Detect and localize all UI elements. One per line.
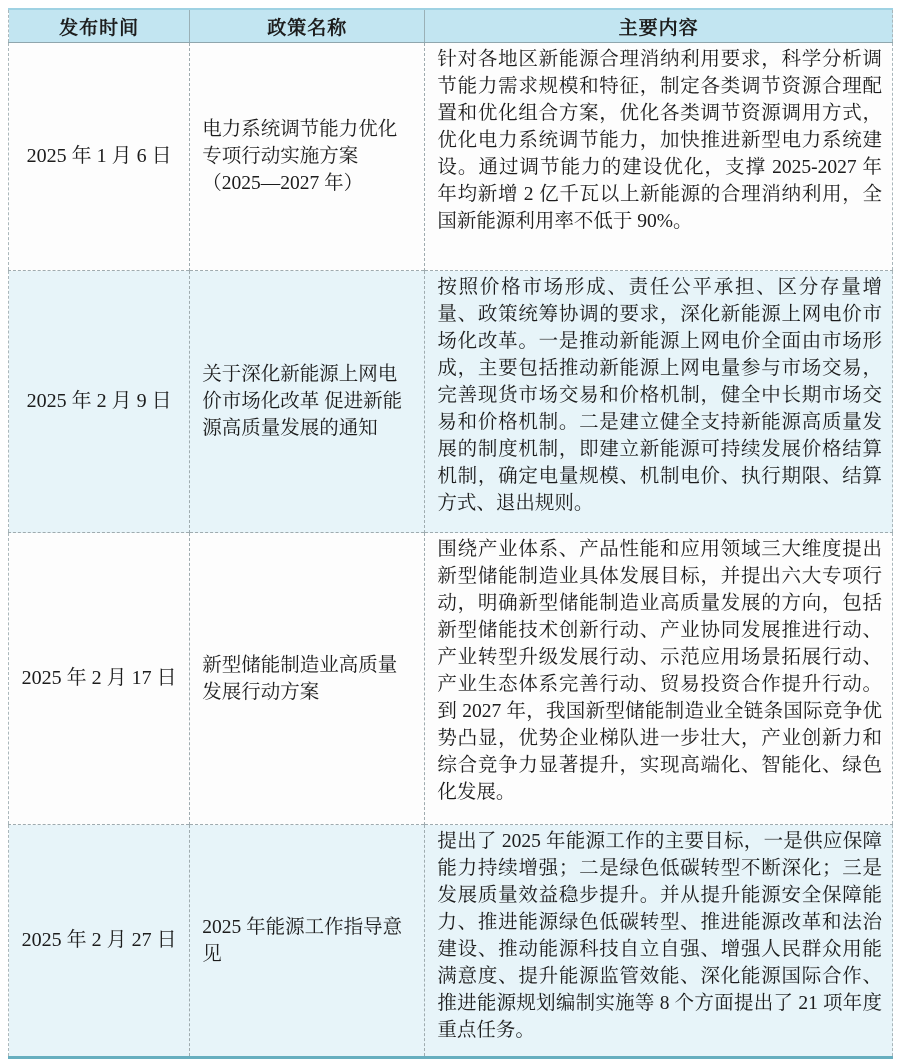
header-row xyxy=(9,9,893,43)
policy-table xyxy=(8,8,893,1059)
table-row xyxy=(9,533,893,825)
release-date-cell: 2025 年 2 月 9 日 xyxy=(9,271,190,533)
main-content-cell: 按照价格市场形成、责任公平承担、区分存量增量、政策统筹协调的要求，深化新能源上网电价市场化改革。一是推动新能源上网电价全面由市场形成，主要包括推动新能源上网电量参与市场交易，完善现货市场交易和价格机制，健全中长期市场交易和价格机制。二是建立健全支持新能源高质量发展的制度机制，即建立新能源可持续发展价格结算机制，确定电量规模、机制电价、执行期限、结算方式、退出规则。 xyxy=(425,271,893,533)
release-date-cell: 2025 年 1 月 6 日 xyxy=(9,43,190,271)
table-row xyxy=(9,825,893,1058)
policy-name-cell: 2025 年能源工作指导意见 xyxy=(190,825,425,1058)
table-row xyxy=(9,43,893,271)
main-content-cell: 提出了 2025 年能源工作的主要目标，一是供应保障能力持续增强；二是绿色低碳转型不断深化；三是发展质量效益稳步提升。并从提升能源安全保障能力、推进能源绿色低碳转型、推进能源改革和法治建设、推动能源科技自立自强、增强人民群众用能满意度、提升能源监管效能、深化能源国际合作、推进能源规划编制实施等 8 个方面提出了 21 项年度重点任务。 xyxy=(425,825,893,1058)
policy-name-cell: 关于深化新能源上网电价市场化改革 促进新能源高质量发展的通知 xyxy=(190,271,425,533)
release-date-cell: 2025 年 2 月 27 日 xyxy=(9,825,190,1058)
policy-name-cell: 新型储能制造业高质量发展行动方案 xyxy=(190,533,425,825)
release-date-cell: 2025 年 2 月 17 日 xyxy=(9,533,190,825)
main-content-cell: 针对各地区新能源合理消纳利用要求，科学分析调节能力需求规模和特征，制定各类调节资源合理配置和优化组合方案，优化各类调节资源调用方式，优化电力系统调节能力，加快推进新型电力系统建设。通过调节能力的建设优化，支撑 2025-2027 年年均新增 2 亿千瓦以上新能源的合理消纳利用，全国新能源利用率不低于 90%。 xyxy=(425,43,893,271)
header-release-date: 发布时间 xyxy=(9,9,190,43)
policy-name-cell: 电力系统调节能力优化专项行动实施方案（2025—2027 年） xyxy=(190,43,425,271)
header-policy-name: 政策名称 xyxy=(190,9,425,43)
header-main-content: 主要内容 xyxy=(425,9,893,43)
main-content-cell: 围绕产业体系、产品性能和应用领域三大维度提出新型储能制造业具体发展目标，并提出六大专项行动，明确新型储能制造业高质量发展的方向，包括新型储能技术创新行动、产业协同发展推进行动、产业转型升级发展行动、示范应用场景拓展行动、产业生态体系完善行动、贸易投资合作提升行动。到 2027 年，我国新型储能制造业全链条国际竞争优势凸显，优势企业梯队进一步壮大，产业创新力和综合竞争力显著提升，实现高端化、智能化、绿色化发展。 xyxy=(425,533,893,825)
table-row xyxy=(9,271,893,533)
